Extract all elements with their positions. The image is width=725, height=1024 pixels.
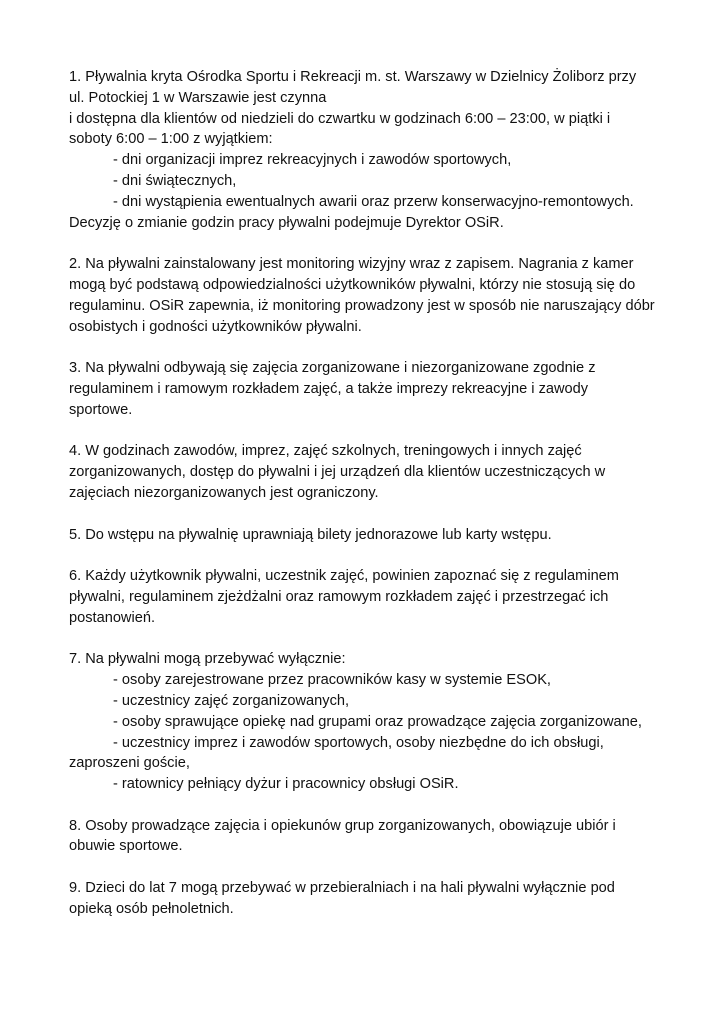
section-3: [69, 358, 669, 420]
list-item: - dni wystąpienia ewentualnych awarii oraz przerw konserwacyjno-remontowych.: [113, 193, 634, 210]
document-page: [69, 67, 669, 940]
paragraph-line: i dostępna dla klientów od niedzieli do czwartku w godzinach 6:00 – 23:00, w piątki i: [69, 110, 611, 127]
section-2: [69, 254, 669, 337]
paragraph-line: osobistych i godności użytkowników pływalni.: [69, 318, 362, 335]
section-7: [69, 649, 669, 795]
section-8: [69, 816, 669, 858]
paragraph-line: 7. Na pływalni mogą przebywać wyłącznie:: [69, 651, 346, 668]
list-item: - dni świątecznych,: [113, 172, 237, 189]
paragraph-line: 3. Na pływalni odbywają się zajęcia zorganizowane i niezorganizowane zgodnie z: [69, 360, 596, 377]
paragraph-line: sportowe.: [69, 401, 133, 418]
paragraph-line: postanowień.: [69, 609, 156, 626]
paragraph-line: 9. Dzieci do lat 7 mogą przebywać w przebieralniach i na hali pływalni wyłącznie pod: [69, 880, 615, 897]
paragraph-line: 1. Pływalnia kryta Ośrodka Sportu i Rekreacji m. st. Warszawy w Dzielnicy Żoliborz przy: [69, 69, 637, 85]
paragraph-line: zorganizowanych, dostęp do pływalni i jej urządzeń dla klientów uczestniczących w: [69, 464, 606, 481]
list-item: - uczestnicy zajęć zorganizowanych,: [113, 692, 350, 709]
list-item: - osoby zarejestrowane przez pracowników kasy w systemie ESOK,: [113, 672, 551, 689]
list-item: - ratownicy pełniący dyżur i pracownicy obsługi OSiR.: [113, 776, 459, 793]
paragraph-line: 2. Na pływalni zainstalowany jest monitoring wizyjny wraz z zapisem. Nagrania z kamer: [69, 256, 634, 273]
section-5: [69, 525, 669, 546]
section-4: [69, 441, 669, 503]
paragraph-line: pływalni, regulaminem zjeżdżalni oraz ramowym rozkładem zajęć i przestrzegać ich: [69, 588, 609, 605]
paragraph-line: 5. Do wstępu na pływalnię uprawniają bilety jednorazowe lub karty wstępu.: [69, 526, 552, 543]
paragraph-line: soboty 6:00 – 1:00 z wyjątkiem:: [69, 131, 273, 148]
section-6: [69, 566, 669, 628]
paragraph-line: opieką osób pełnoletnich.: [69, 900, 234, 917]
paragraph-line: ul. Potockiej 1 w Warszawie jest czynna: [69, 89, 327, 106]
list-item: - dni organizacji imprez rekreacyjnych i zawodów sportowych,: [113, 152, 512, 169]
paragraph-line: regulaminu. OSiR zapewnia, iż monitoring prowadzony jest w sposób nie naruszający dóbr: [69, 297, 655, 314]
paragraph-line: 6. Każdy użytkownik pływalni, uczestnik zajęć, powinien zapoznać się z regulaminem: [69, 568, 619, 585]
paragraph-line: 8. Osoby prowadzące zajęcia i opiekunów grup zorganizowanych, obowiązuje ubiór i: [69, 817, 616, 834]
paragraph-line: Decyzję o zmianie godzin pracy pływalni podejmuje Dyrektor OSiR.: [69, 214, 504, 231]
section-1: [69, 67, 669, 233]
paragraph-line: 4. W godzinach zawodów, imprez, zajęć szkolnych, treningowych i innych zajęć: [69, 443, 582, 460]
section-9: [69, 878, 669, 920]
list-item: - uczestnicy imprez i zawodów sportowych, osoby niezbędne do ich obsługi,: [113, 734, 604, 751]
paragraph-line: regulaminem i ramowym rozkładem zajęć, a także imprezy rekreacyjne i zawody: [69, 380, 589, 397]
paragraph-line: zajęciach niezorganizowanych jest ograniczony.: [69, 484, 379, 501]
paragraph-line: mogą być podstawą odpowiedzialności użytkowników pływalni, którzy nie stosują się do: [69, 276, 636, 293]
paragraph-line: zaproszeni goście,: [69, 755, 190, 772]
paragraph-line: obuwie sportowe.: [69, 838, 183, 855]
list-item: - osoby sprawujące opiekę nad grupami oraz prowadzące zajęcia zorganizowane,: [113, 713, 642, 730]
